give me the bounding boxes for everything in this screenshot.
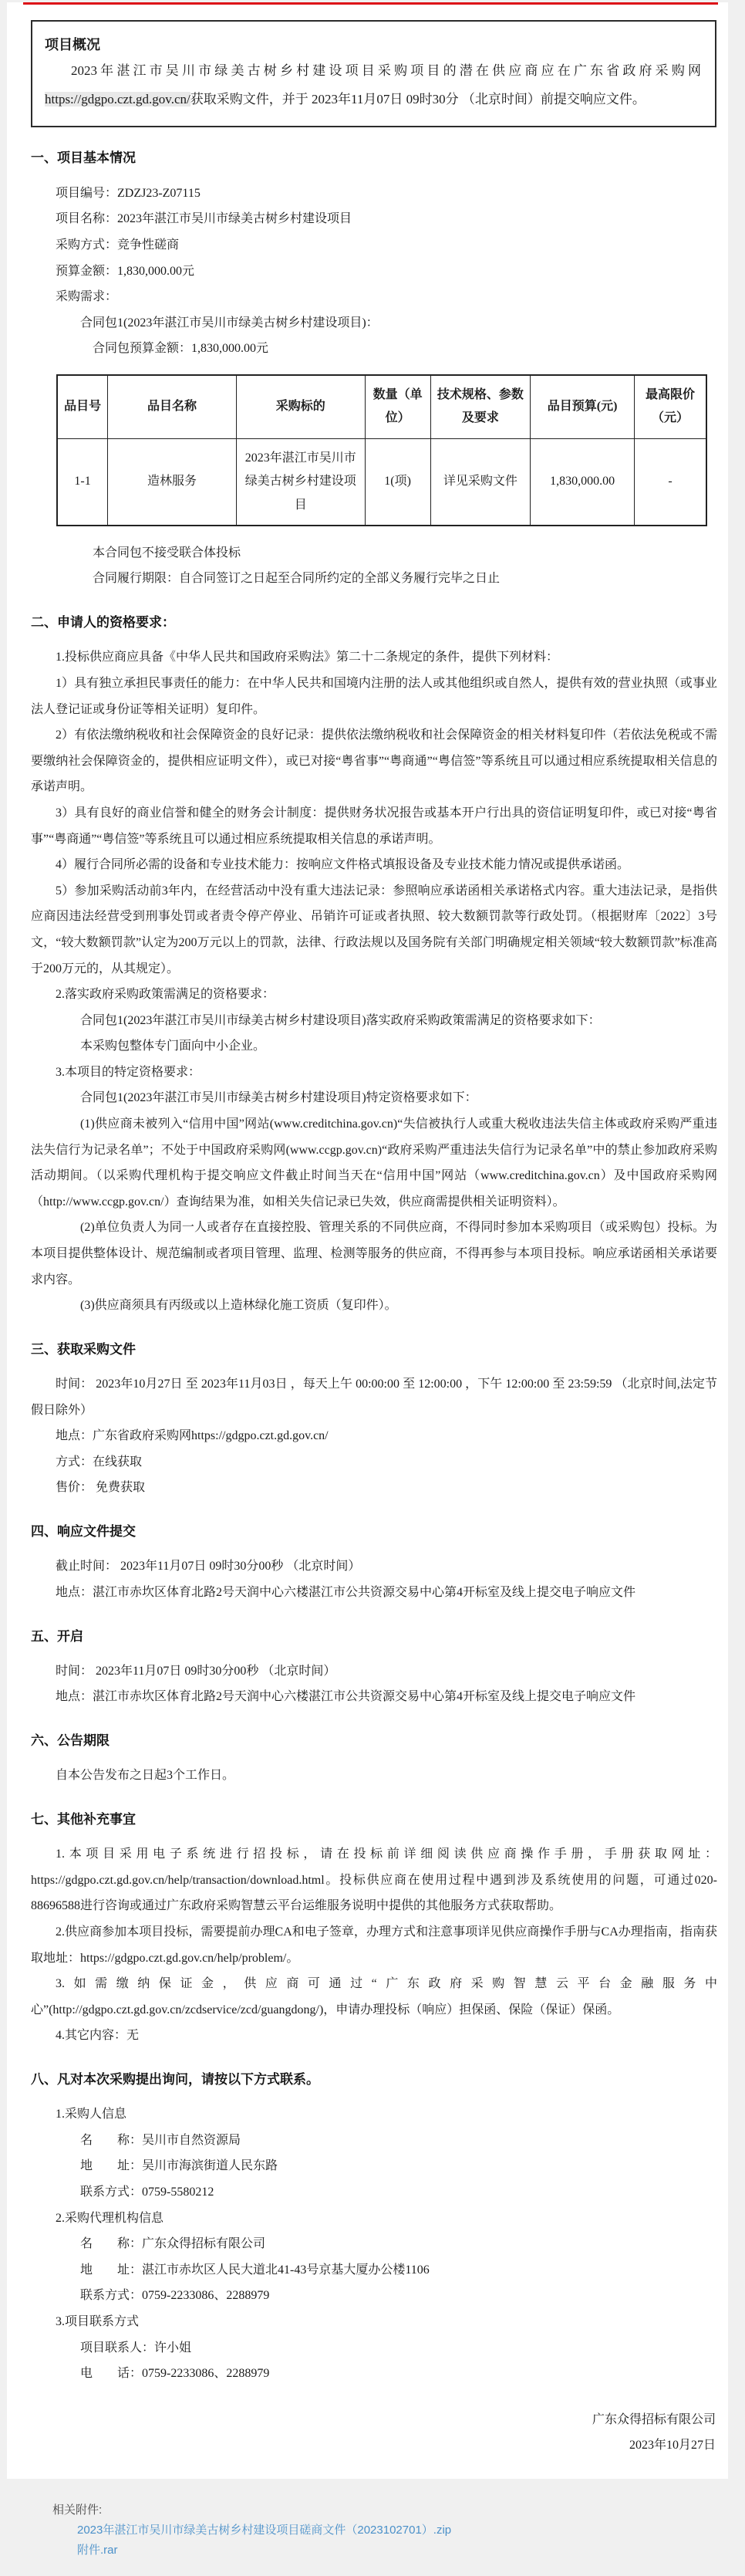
opening-time: 时间： 2023年11月07日 09时30分00秒 （北京时间） <box>56 1664 336 1678</box>
top-accent-line <box>23 2 718 5</box>
overview-title: 项目概况 <box>45 37 100 52</box>
supplement-item: 2.供应商参加本项目投标，需要提前办理CA和电子签章，办理方式和注意事项详见供应商操作手册与CA办理指南，指南获取地址：https://gdgpo.czt.gd.gov.cn/help/problem/。 <box>31 1925 717 1965</box>
doc-obtain-price: 售价： 免费获取 <box>56 1481 146 1495</box>
qualification-item: 1）具有独立承担民事责任的能力：在中华人民共和国境内注册的法人或其他组织或自然人，提供有效的营业执照（或事业法人登记证或身份证等相关证明）复印件。 <box>31 676 717 716</box>
no-consortium-note: 本合同包不接受联合体投标 <box>93 546 241 559</box>
page <box>0 2 745 2576</box>
section-8-heading: 八、凡对本次采购提出询问，请按以下方式联系。 <box>31 2071 319 2087</box>
project-contact-person: 项目联系人：许小姐 <box>80 2341 192 2355</box>
specific-qualification-item: (2)单位负责人为同一人或者存在直接控股、管理关系的不同供应商，不得同时参加本采购项目（或采购包）投标。为本项目提供整体设计、规范编制或者项目管理、监理、检测等服务的供应商，不得再参与本项目投标。响应承诺函相关承诺要求内容。 <box>31 1221 717 1286</box>
items-table <box>56 374 707 526</box>
agency-contact: 联系方式：0759-2233086、2288979 <box>80 2289 270 2303</box>
contract-package-budget: 合同包预算金额：1,830,000.00元 <box>93 342 269 356</box>
signoff-block <box>7 2407 728 2459</box>
procurement-site-url: https://gdgpo.czt.gd.gov.cn/ <box>45 91 190 106</box>
qualification-item: 5）参加采购活动前3年内，在经营活动中没有重大违法记录：参照响应承诺函相关承诺格式内容。重大违法记录，是指供应商因违法经营受到刑事处罚或者责令停产停业、吊销许可证或者执照、较大数额罚款等行政处罚。（根据财库〔2022〕3号文，“较大数额罚款”认定为200万元以上的罚款，法律、行政法规以及国务院有关部门明确规定相关领域“较大数额罚款”标准高于200万元的，从其规定）。 <box>31 884 717 975</box>
col-header-quantity: 数量（单位） <box>365 375 430 438</box>
specific-qualification-package: 合同包1(2023年湛江市吴川市绿美古树乡村建设项目)特定资格要求如下： <box>80 1091 477 1105</box>
section-4-heading: 四、响应文件提交 <box>31 1524 136 1540</box>
purchaser-contact: 联系方式：0759-5580212 <box>80 2186 214 2199</box>
project-contact-label: 3.项目联系方式 <box>56 2315 140 2329</box>
supplement-item: 3.如需缴纳保证金，供应商可通过“广东政府采购智慧云平台金融服务中心”(http://gdgpo.czt.gd.gov.cn/zcdservice/zcd/guangdong/)，申请办理投标（响应）担保函、保险（保证）保函。 <box>31 1977 717 2017</box>
specific-qualification-item: (1)供应商未被列入“信用中国”网站(www.creditchina.gov.cn)“失信被执行人或重大税收违法失信主体或政府采购严重违法失信行为记录名单”；不处于中国政府采购网(www.ccgp.gov.cn)“政府采购严重违法失信行为记录名单”中的禁止参加政府采购活动期间。（以采购代理机构于提交响应文件截止时间当天在“信用中国”网站（www.creditchina.gov.cn）及中国政府采购网（http://www.ccgp.gov.cn/）查询结果为准，如相关失信记录已失效，供应商需提供相关证明资料）。 <box>31 1117 717 1209</box>
section-5-heading: 五、开启 <box>31 1628 83 1644</box>
col-header-price-cap: 最高限价（元） <box>634 375 706 438</box>
procurement-demand-label: 采购需求： <box>56 290 118 304</box>
attachments-section <box>0 2479 745 2576</box>
agency-address: 地 址：湛江市赤坎区人民大道北41-43号京基大厦办公楼1106 <box>80 2263 430 2277</box>
budget-amount: 预算金额：1,830,000.00元 <box>56 264 195 278</box>
agency-info-label: 2.采购代理机构信息 <box>56 2211 164 2225</box>
overview-text-prefix: 2023年湛江市吴川市绿美古树乡村建设项目采购项目的潜在供应商应在广东省政府采购网 <box>71 63 701 79</box>
sme-note: 本采购包整体专门面向中小企业。 <box>80 1040 266 1053</box>
signoff-date: 2023年10月27日 <box>629 2439 716 2453</box>
col-header-item-no: 品目号 <box>57 375 108 438</box>
cell-item-name: 造林服务 <box>108 438 237 526</box>
procurement-method: 采购方式：竞争性磋商 <box>56 238 180 252</box>
purchaser-info-label: 1.采购人信息 <box>56 2108 127 2121</box>
qualification-item: 1.投标供应商应具备《中华人民共和国政府采购法》第二十二条规定的条件，提供下列材料： <box>56 651 559 664</box>
col-header-budget: 品目预算(元) <box>531 375 635 438</box>
notice-body <box>7 146 728 2386</box>
overview-body <box>45 57 701 113</box>
attachments-label: 相关附件: <box>52 2503 103 2517</box>
cell-item-no: 1-1 <box>57 438 108 526</box>
purchaser-address: 地 址：吴川市海滨街道人民东路 <box>80 2159 278 2173</box>
project-name: 项目名称：2023年湛江市吴川市绿美古树乡村建设项目 <box>56 212 352 226</box>
cell-price-cap: - <box>634 438 706 526</box>
section-6-heading: 六、公告期限 <box>31 1733 110 1749</box>
specific-qualification-item: (3)供应商须具有丙级或以上造林绿化施工资质（复印件）。 <box>80 1299 397 1313</box>
section-7-heading: 七、其他补充事宜 <box>31 1811 136 1827</box>
project-overview-box <box>31 20 716 127</box>
project-contact-phone: 电 话：0759-2233086、2288979 <box>80 2367 270 2381</box>
section-3-heading: 三、获取采购文件 <box>31 1341 136 1357</box>
doc-obtain-method: 方式：在线获取 <box>56 1455 143 1469</box>
qualification-item: 2）有依法缴纳税收和社会保障资金的良好记录：提供依法缴纳税收和社会保障资金的相关材料复印件（若依法免税或不需要缴纳社会保障资金的，提供相应证明文件），或已对接“粤省事”“粤商通”“粤信签”等系统且可以通过相应系统提取相关信息的承诺声明。 <box>31 729 717 794</box>
table-header-row <box>57 375 706 438</box>
contract-period: 合同履行期限：自合同签订之日起至合同所约定的全部义务履行完毕之日止 <box>93 572 501 586</box>
cell-budget: 1,830,000.00 <box>531 438 635 526</box>
qualification-item: 4）履行合同所必需的设备和专业技术能力：按响应文件格式填报设备及专业技术能力情况或提供承诺函。 <box>56 858 630 872</box>
agency-name: 名 称：广东众得招标有限公司 <box>80 2237 266 2251</box>
qualification-item: 3）具有良好的商业信誉和健全的财务会计制度：提供财务状况报告或基本开户行出具的资信证明复印件，或已对接“粤省事”“粤商通”“粤信签”等系统且可以通过相应系统提取相关信息的承诺声明。 <box>31 806 717 846</box>
signoff-agency: 广东众得招标有限公司 <box>592 2412 716 2426</box>
project-number: 项目编号：ZDZJ23-Z07115 <box>56 186 201 200</box>
submission-place: 地点：湛江市赤坎区体育北路2号天润中心六楼湛江市公共资源交易中心第4开标室及线上提交电子响应文件 <box>56 1585 636 1599</box>
attachment-link-zip[interactable]: 2023年湛江市吴川市绿美古树乡村建设项目磋商文件（2023102701）.zip <box>77 2523 452 2537</box>
supplement-item: 1.本项目采用电子系统进行招投标，请在投标前详细阅读供应商操作手册，手册获取网址：https://gdgpo.czt.gd.gov.cn/help/transaction/download.html。投标供应商在使用过程中遇到涉及系统使用的问题，可通过020-88696588进行咨询或通过广东政府采购智慧云平台运维服务说明中提供的其他服务方式获取帮助。 <box>31 1847 717 1913</box>
col-header-item-name: 品目名称 <box>108 375 237 438</box>
overview-text-suffix: 获取采购文件，并于 2023年11月07日 09时30分 （北京时间）前提交响应文件。 <box>190 91 646 106</box>
contract-package-title: 合同包1(2023年湛江市吴川市绿美古树乡村建设项目)： <box>80 316 379 330</box>
opening-place: 地点：湛江市赤坎区体育北路2号天润中心六楼湛江市公共资源交易中心第4开标室及线上提交电子响应文件 <box>56 1690 636 1704</box>
announcement-period: 自本公告发布之日起3个工作日。 <box>56 1769 235 1783</box>
col-header-spec: 技术规格、参数及要求 <box>430 375 531 438</box>
specific-qualification-label: 3.本项目的特定资格要求： <box>56 1065 201 1079</box>
cell-target: 2023年湛江市吴川市绿美古树乡村建设项目 <box>236 438 365 526</box>
notice-card <box>7 2 728 2479</box>
policy-qualification-package: 合同包1(2023年湛江市吴川市绿美古树乡村建设项目)落实政府采购政策需满足的资格要求如下： <box>80 1013 601 1027</box>
supplement-item: 4.其它内容：无 <box>56 2029 140 2043</box>
cell-spec: 详见采购文件 <box>430 438 531 526</box>
doc-obtain-time: 时间： 2023年10月27日 至 2023年11月03日 ，每天上午 00:00:00 至 12:00:00 ，下午 12:00:00 至 23:59:59 （北京时间,法定节假日除外） <box>31 1378 717 1417</box>
section-2-heading: 二、申请人的资格要求： <box>31 615 175 630</box>
submission-deadline: 截止时间： 2023年11月07日 09时30分00秒 （北京时间） <box>56 1560 361 1574</box>
doc-obtain-place: 地点：广东省政府采购网https://gdgpo.czt.gd.gov.cn/ <box>56 1429 329 1443</box>
attachment-link-rar[interactable]: 附件.rar <box>77 2543 118 2557</box>
col-header-target: 采购标的 <box>236 375 365 438</box>
policy-qualification-label: 2.落实政府采购政策需满足的资格要求： <box>56 988 275 1002</box>
table-row <box>57 438 706 526</box>
section-1-heading: 一、项目基本情况 <box>31 150 136 166</box>
cell-quantity: 1(项) <box>365 438 430 526</box>
purchaser-name: 名 称：吴川市自然资源局 <box>80 2133 241 2147</box>
